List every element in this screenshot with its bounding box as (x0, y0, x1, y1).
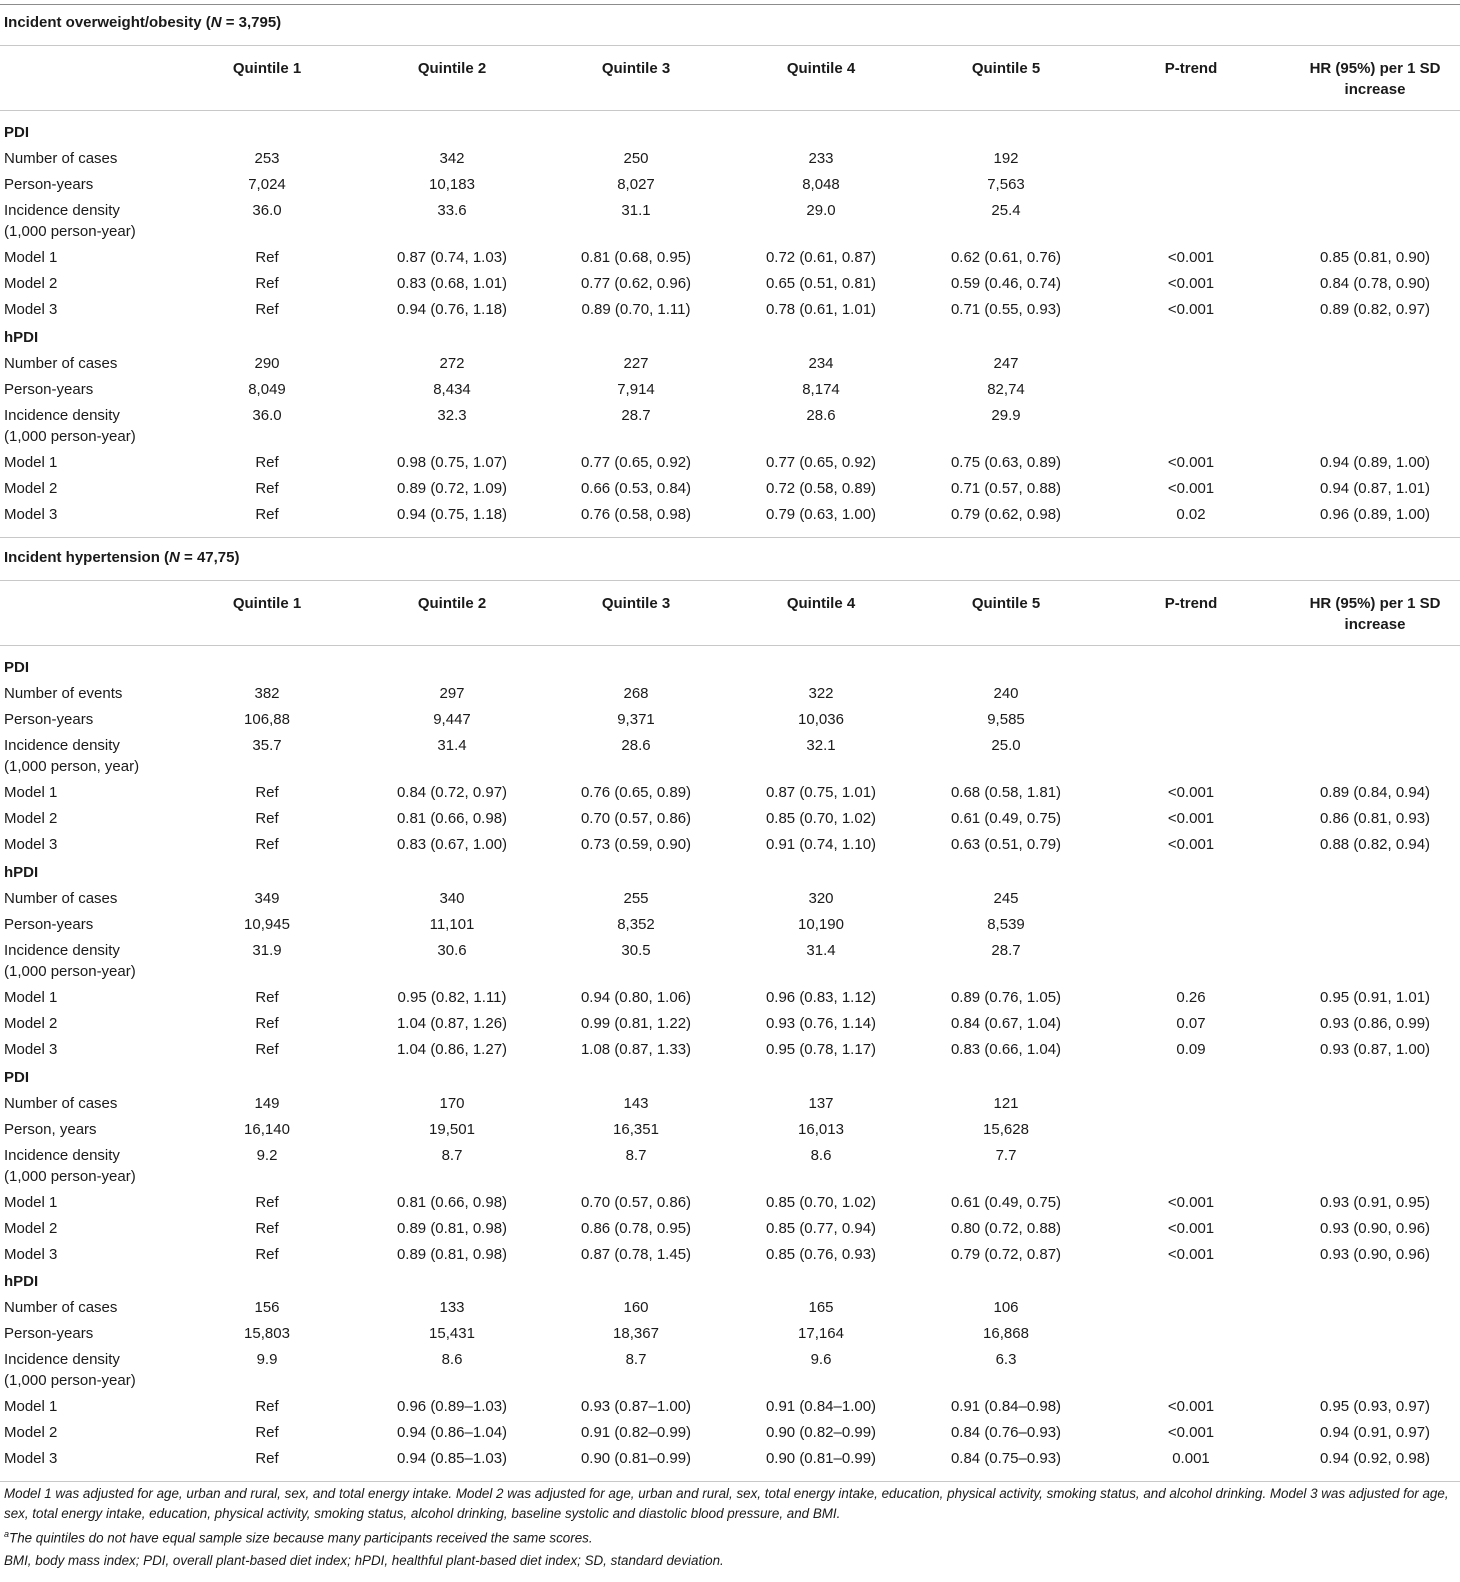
row-label-unit: (1,000 person-year) (4, 1372, 136, 1389)
table-cell: 143 (623, 1095, 649, 1112)
table-cell: 1.04 (0.86, 1.27) (396, 1041, 508, 1058)
table-cell: 0.90 (0.81–0.99) (765, 1450, 877, 1467)
table-cell: 0.79 (0.62, 0.98) (950, 506, 1062, 523)
group-label: hPDI (4, 329, 39, 346)
table-cell: 165 (808, 1299, 834, 1316)
column-header: Quintile 5 (971, 60, 1041, 77)
table-cell: 234 (808, 355, 834, 372)
row-label-unit: (1,000 person-year) (4, 428, 136, 445)
table-cell: 0.94 (0.76, 1.18) (396, 301, 508, 318)
table-cell: <0.001 (1167, 249, 1215, 266)
table-cell: Ref (255, 1246, 279, 1263)
column-header: Quintile 3 (601, 60, 671, 77)
row-label: Model 2 (4, 810, 58, 827)
table-cell: 28.6 (806, 407, 836, 424)
table-cell: 0.91 (0.74, 1.10) (765, 836, 877, 853)
section-title-text: Incident overweight/obesity ( (4, 14, 211, 31)
table-cell: Ref (255, 480, 279, 497)
table-cell: 0.71 (0.55, 0.93) (950, 301, 1062, 318)
table-cell: 0.89 (0.81, 0.98) (396, 1220, 508, 1237)
row-label: Model 2 (4, 480, 58, 497)
table-cell: 31.4 (806, 942, 836, 959)
table-cell: 106 (993, 1299, 1019, 1316)
group-label: hPDI (4, 1273, 39, 1290)
table-cell: 0.89 (0.70, 1.11) (581, 301, 691, 318)
table-cell: 227 (623, 355, 649, 372)
table-cell: Ref (255, 1398, 279, 1415)
table-cell: 0.90 (0.81–0.99) (580, 1450, 692, 1467)
table-cell: 0.72 (0.58, 0.89) (765, 480, 877, 497)
table-cell: 7,024 (248, 176, 286, 193)
table-cell: 19,501 (429, 1121, 475, 1138)
table-cell: 0.75 (0.63, 0.89) (950, 454, 1062, 471)
section-title-text: Incident hypertension ( (4, 549, 170, 566)
table-cell: 29.0 (806, 202, 836, 219)
table-cell: 0.85 (0.70, 1.02) (765, 810, 877, 827)
footnote-quintiles-text: The quintiles do not have equal sample size because many participants received the same scores. (9, 1530, 593, 1546)
table-cell: 0.93 (0.90, 0.96) (1319, 1220, 1431, 1237)
table-cell: Ref (255, 301, 279, 318)
table-cell: 133 (439, 1299, 465, 1316)
row-label: Model 2 (4, 1424, 58, 1441)
table-cell: 8,174 (802, 381, 840, 398)
row-label: Person, years (4, 1121, 97, 1138)
table-cell: 0.77 (0.65, 0.92) (765, 454, 877, 471)
table-cell: 8.6 (441, 1351, 463, 1368)
row-label: Number of cases (4, 355, 118, 372)
table-cell: 9.9 (256, 1351, 278, 1368)
table-cell: 8.7 (441, 1147, 463, 1164)
row-label-unit: (1,000 person, year) (4, 758, 140, 775)
table-cell: 0.70 (0.57, 0.86) (580, 1194, 692, 1211)
table-cell: 16,868 (983, 1325, 1029, 1342)
footnote-marker: a (4, 1529, 10, 1539)
table-cell: 0.89 (0.82, 0.97) (1319, 301, 1431, 318)
column-header: P-trend (1164, 595, 1218, 612)
table-cell: 268 (623, 685, 649, 702)
table-cell: 36.0 (252, 407, 282, 424)
row-label: Model 3 (4, 1246, 58, 1263)
section-title (4, 14, 281, 31)
table-cell: 0.94 (0.91, 0.97) (1319, 1424, 1431, 1441)
table-cell: 8,352 (617, 916, 655, 933)
table-cell: Ref (255, 1424, 279, 1441)
table-cell: Ref (255, 784, 279, 801)
table-cell: 192 (993, 150, 1019, 167)
table-cell: 7,914 (617, 381, 655, 398)
table-cell: <0.001 (1167, 275, 1215, 292)
table-cell: 17,164 (798, 1325, 844, 1342)
table-cell: 0.001 (1172, 1450, 1210, 1467)
table-cell: 106,88 (244, 711, 290, 728)
group-label: hPDI (4, 864, 39, 881)
table-cell: 0.93 (0.86, 0.99) (1319, 1015, 1431, 1032)
table-cell: 0.93 (0.87–1.00) (580, 1398, 692, 1415)
table-cell: 15,431 (429, 1325, 475, 1342)
group-label: PDI (4, 659, 30, 676)
table-cell: 0.71 (0.57, 0.88) (950, 480, 1062, 497)
table-cell: 0.77 (0.62, 0.96) (580, 275, 692, 292)
row-label-unit: (1,000 person-year) (4, 1168, 136, 1185)
row-label: Person-years (4, 711, 94, 728)
table-cell: 0.26 (1176, 989, 1206, 1006)
table-cell: 28.6 (621, 737, 651, 754)
table-cell: Ref (255, 1450, 279, 1467)
table-cell: 0.62 (0.61, 0.76) (950, 249, 1062, 266)
section-title-count: = 47,75) (179, 549, 240, 566)
row-label: Model 1 (4, 1398, 58, 1415)
row-label-unit: (1,000 person-year) (4, 223, 136, 240)
table-cell: 0.87 (0.75, 1.01) (765, 784, 877, 801)
table-cell: Ref (255, 506, 279, 523)
table-cell: 121 (993, 1095, 1019, 1112)
table-cell: 0.95 (0.82, 1.11) (397, 989, 507, 1006)
column-header: P-trend (1164, 60, 1218, 77)
table-cell: 0.83 (0.67, 1.00) (396, 836, 508, 853)
table-cell: 250 (623, 150, 649, 167)
table-cell: 0.76 (0.58, 0.98) (580, 506, 692, 523)
table-cell: 0.94 (0.80, 1.06) (580, 989, 692, 1006)
table-cell: 28.7 (991, 942, 1021, 959)
table-cell: 0.83 (0.68, 1.01) (396, 275, 508, 292)
table-cell: 35.7 (252, 737, 282, 754)
table-cell: <0.001 (1167, 1424, 1215, 1441)
table-cell: 9,447 (433, 711, 471, 728)
table-cell: <0.001 (1167, 480, 1215, 497)
table-cell: 29.9 (991, 407, 1021, 424)
row-label: Model 2 (4, 1015, 58, 1032)
section-title-count: = 3,795) (221, 14, 282, 31)
table-cell: 0.77 (0.65, 0.92) (580, 454, 692, 471)
group-label: PDI (4, 1069, 30, 1086)
table-cell: 9.2 (256, 1147, 278, 1164)
table-cell: 349 (254, 890, 280, 907)
row-label: Number of cases (4, 1095, 118, 1112)
table-cell: 10,190 (798, 916, 844, 933)
table-cell: 0.96 (0.89, 1.00) (1319, 506, 1431, 523)
table-cell: 0.89 (0.84, 0.94) (1319, 784, 1431, 801)
table-cell: 297 (439, 685, 465, 702)
table-cell: 149 (254, 1095, 280, 1112)
table-cell: 10,945 (244, 916, 290, 933)
table-cell: Ref (255, 810, 279, 827)
table-cell: 16,351 (613, 1121, 659, 1138)
table-cell: 18,367 (613, 1325, 659, 1342)
table-cell: 0.79 (0.72, 0.87) (950, 1246, 1062, 1263)
table-cell: 0.66 (0.53, 0.84) (580, 480, 692, 497)
table-cell: 0.70 (0.57, 0.86) (580, 810, 692, 827)
table-cell: 0.81 (0.66, 0.98) (396, 810, 508, 827)
table-cell: 0.85 (0.76, 0.93) (765, 1246, 877, 1263)
table-cell: 32.1 (806, 737, 836, 754)
table-cell: 0.83 (0.66, 1.04) (950, 1041, 1062, 1058)
table-cell: 0.02 (1176, 506, 1206, 523)
table-cell: 1.08 (0.87, 1.33) (580, 1041, 692, 1058)
table-cell: 322 (808, 685, 834, 702)
group-label: PDI (4, 124, 30, 141)
table-cell: 10,036 (798, 711, 844, 728)
table-cell: 30.5 (621, 942, 651, 959)
row-label: Model 1 (4, 249, 58, 266)
row-label: Incidence density (4, 1351, 120, 1368)
table-cell: 28.7 (621, 407, 651, 424)
table-cell: 0.84 (0.75–0.93) (950, 1450, 1062, 1467)
row-label: Model 3 (4, 1450, 58, 1467)
table-cell: 0.94 (0.75, 1.18) (396, 506, 508, 523)
table-cell: 6.3 (995, 1351, 1017, 1368)
table-cell: 8.7 (625, 1351, 647, 1368)
table-cell: 9,585 (987, 711, 1025, 728)
table-cell: <0.001 (1167, 836, 1215, 853)
table-cell: <0.001 (1167, 301, 1215, 318)
table-cell: 0.07 (1176, 1015, 1206, 1032)
row-label: Person-years (4, 916, 94, 933)
table-cell: 0.61 (0.49, 0.75) (950, 810, 1062, 827)
row-label: Model 3 (4, 506, 58, 523)
table-cell: 0.96 (0.83, 1.12) (765, 989, 877, 1006)
row-label: Number of cases (4, 890, 118, 907)
table-cell: 0.09 (1176, 1041, 1206, 1058)
table-cell: 0.76 (0.65, 0.89) (580, 784, 692, 801)
table-cell: 0.94 (0.89, 1.00) (1319, 454, 1431, 471)
column-header: Quintile 1 (232, 60, 302, 77)
table-cell: 0.84 (0.76–0.93) (950, 1424, 1062, 1441)
table-cell: 320 (808, 890, 834, 907)
table-cell: 0.84 (0.67, 1.04) (950, 1015, 1062, 1032)
table-cell: Ref (255, 275, 279, 292)
table-cell: 11,101 (429, 916, 475, 933)
table-cell: 0.73 (0.59, 0.90) (580, 836, 692, 853)
row-label: Incidence density (4, 1147, 120, 1164)
row-label: Person-years (4, 381, 94, 398)
table-cell: 0.94 (0.87, 1.01) (1319, 480, 1431, 497)
table-footnotes (4, 1484, 1456, 1571)
table-cell: 247 (993, 355, 1019, 372)
column-header: Quintile 4 (786, 60, 856, 77)
table-cell: 0.95 (0.91, 1.01) (1319, 989, 1431, 1006)
row-label: Model 1 (4, 989, 58, 1006)
table-cell: 0.78 (0.61, 1.01) (765, 301, 877, 318)
row-label: Person-years (4, 1325, 94, 1342)
table-cell: 30.6 (437, 942, 467, 959)
column-header: Quintile 5 (971, 595, 1041, 612)
table-cell: 8,434 (433, 381, 471, 398)
table-cell: 0.95 (0.78, 1.17) (765, 1041, 877, 1058)
table-cell: 7.7 (995, 1147, 1017, 1164)
row-label: Number of cases (4, 150, 118, 167)
table-cell: <0.001 (1167, 1220, 1215, 1237)
table-cell: 0.72 (0.61, 0.87) (765, 249, 877, 266)
section-header-top-rule (0, 45, 1460, 46)
table-cell: 0.98 (0.75, 1.07) (396, 454, 508, 471)
section-title-n: N (169, 549, 180, 566)
table-cell: <0.001 (1167, 1194, 1215, 1211)
table-cell: 0.99 (0.81, 1.22) (580, 1015, 692, 1032)
table-cell: Ref (255, 454, 279, 471)
footnote-models: Model 1 was adjusted for age, urban and rural, sex, and total energy intake. Model 2 was adjusted for age, urban and rural, sex, total energy intake, education, physical activity, smoking status, and alcohol drinking. Model 3 was adjusted for age, sex, total energy intake, education, physical activity, smoking status, alcohol drinking, baseline systolic and diastolic blood pressure, and BMI. (4, 1486, 1449, 1521)
column-header: Quintile 2 (417, 595, 487, 612)
table-cell: 0.93 (0.87, 1.00) (1319, 1041, 1431, 1058)
table-cell: 32.3 (437, 407, 467, 424)
table-cell: 253 (254, 150, 280, 167)
table-cell: <0.001 (1167, 810, 1215, 827)
table-cell: 0.96 (0.89–1.03) (396, 1398, 508, 1415)
table-cell: 137 (808, 1095, 834, 1112)
table-cell: 0.79 (0.63, 1.00) (765, 506, 877, 523)
table-cell: Ref (255, 836, 279, 853)
table-cell: 156 (254, 1299, 280, 1316)
table-cell: 36.0 (252, 202, 282, 219)
table-cell: 31.9 (252, 942, 282, 959)
table-cell: 0.68 (0.58, 1.81) (950, 784, 1062, 801)
table-cell: 0.59 (0.46, 0.74) (950, 275, 1062, 292)
section-title-n: N (210, 14, 222, 31)
table-cell: Ref (255, 1015, 279, 1032)
table-cell: 31.1 (621, 202, 651, 219)
table-cell: 0.87 (0.74, 1.03) (396, 249, 508, 266)
table-cell: 1.04 (0.87, 1.26) (396, 1015, 508, 1032)
table-cell: <0.001 (1167, 784, 1215, 801)
table-cell: <0.001 (1167, 1246, 1215, 1263)
table-cell: 255 (623, 890, 649, 907)
table-cell: <0.001 (1167, 454, 1215, 471)
table-cell: 0.81 (0.66, 0.98) (396, 1194, 508, 1211)
table-cell: 0.95 (0.93, 0.97) (1319, 1398, 1431, 1415)
table-cell: 0.89 (0.81, 0.98) (396, 1246, 508, 1263)
column-header: HR (95%) per 1 SD increase (1309, 60, 1441, 98)
table-cell: 0.85 (0.70, 1.02) (765, 1194, 877, 1211)
table-cell: 33.6 (437, 202, 467, 219)
table-cell: 9,371 (617, 711, 655, 728)
table-cell: 8.7 (625, 1147, 647, 1164)
table-cell: 0.90 (0.82–0.99) (765, 1424, 877, 1441)
table-cell: 0.93 (0.90, 0.96) (1319, 1246, 1431, 1263)
table-cell: 0.91 (0.84–0.98) (950, 1398, 1062, 1415)
table-cell: 16,013 (798, 1121, 844, 1138)
table-cell: 0.89 (0.72, 1.09) (396, 480, 508, 497)
column-header: HR (95%) per 1 SD increase (1309, 595, 1441, 633)
table-cell: Ref (255, 1220, 279, 1237)
table-cell: 170 (439, 1095, 465, 1112)
table-cell: 0.81 (0.68, 0.95) (580, 249, 692, 266)
table-cell: 15,803 (244, 1325, 290, 1342)
row-label: Person-years (4, 176, 94, 193)
table-cell: 0.86 (0.78, 0.95) (580, 1220, 692, 1237)
table-cell: 0.91 (0.84–1.00) (765, 1398, 877, 1415)
row-label: Model 2 (4, 275, 58, 292)
row-label: Model 3 (4, 301, 58, 318)
table-cell: 340 (439, 890, 465, 907)
column-header: Quintile 1 (232, 595, 302, 612)
table-cell: 8,049 (248, 381, 286, 398)
table-cell: 290 (254, 355, 280, 372)
table-cell: 25.4 (991, 202, 1021, 219)
table-top-rule (0, 4, 1460, 5)
row-label-unit: (1,000 person-year) (4, 963, 136, 980)
column-header: Quintile 2 (417, 60, 487, 77)
table-cell: <0.001 (1167, 1398, 1215, 1415)
table-cell: Ref (255, 249, 279, 266)
row-label: Incidence density (4, 737, 120, 754)
table-cell: 82,74 (987, 381, 1025, 398)
table-cell: 0.93 (0.91, 0.95) (1319, 1194, 1431, 1211)
table-cell: 0.94 (0.92, 0.98) (1319, 1450, 1431, 1467)
table-cell: 0.93 (0.76, 1.14) (765, 1015, 877, 1032)
section-header-top-rule (0, 580, 1460, 581)
column-header: Quintile 4 (786, 595, 856, 612)
table-cell: 31.4 (437, 737, 467, 754)
footnote-abbreviations: BMI, body mass index; PDI, overall plant-based diet index; hPDI, healthful plant-based diet index; SD, standard deviation. (4, 1553, 724, 1569)
row-label: Model 2 (4, 1220, 58, 1237)
table-cell: 9.6 (810, 1351, 832, 1368)
table-cell: Ref (255, 1194, 279, 1211)
table-cell: 0.85 (0.77, 0.94) (765, 1220, 877, 1237)
table-cell: 160 (623, 1299, 649, 1316)
table-cell: 8,027 (617, 176, 655, 193)
column-header: Quintile 3 (601, 595, 671, 612)
table-cell: 0.61 (0.49, 0.75) (950, 1194, 1062, 1211)
table-cell: 10,183 (429, 176, 475, 193)
row-label: Incidence density (4, 202, 120, 219)
table-cell: 8,539 (987, 916, 1025, 933)
table-cell: 342 (439, 150, 465, 167)
table-cell: 0.91 (0.82–0.99) (580, 1424, 692, 1441)
row-label: Model 1 (4, 454, 58, 471)
table-cell: 0.85 (0.81, 0.90) (1319, 249, 1431, 266)
section-title (4, 549, 240, 566)
table-cell: 0.89 (0.76, 1.05) (950, 989, 1062, 1006)
table-cell: 25.0 (991, 737, 1021, 754)
column-header-bottom-rule (0, 110, 1460, 111)
table-cell: 8.6 (810, 1147, 832, 1164)
table-cell: 0.84 (0.72, 0.97) (396, 784, 508, 801)
table-cell: 0.80 (0.72, 0.88) (950, 1220, 1062, 1237)
table-cell: 245 (993, 890, 1019, 907)
table-cell: 0.94 (0.85–1.03) (396, 1450, 508, 1467)
row-label: Model 1 (4, 1194, 58, 1211)
section-bottom-rule (0, 1481, 1460, 1482)
table-cell: 0.87 (0.78, 1.45) (580, 1246, 692, 1263)
section-bottom-rule (0, 537, 1460, 538)
table-cell: 15,628 (983, 1121, 1029, 1138)
table-cell: 0.88 (0.82, 0.94) (1319, 836, 1431, 853)
table-cell: 272 (439, 355, 465, 372)
table-cell: 8,048 (802, 176, 840, 193)
table-cell: 382 (254, 685, 280, 702)
table-cell: 0.63 (0.51, 0.79) (950, 836, 1062, 853)
table-cell: 233 (808, 150, 834, 167)
table-cell: Ref (255, 1041, 279, 1058)
row-label: Model 1 (4, 784, 58, 801)
column-header-bottom-rule (0, 645, 1460, 646)
table-cell: 240 (993, 685, 1019, 702)
table-cell: 0.86 (0.81, 0.93) (1319, 810, 1431, 827)
row-label: Model 3 (4, 836, 58, 853)
row-label: Number of events (4, 685, 123, 702)
table-cell: 7,563 (987, 176, 1025, 193)
row-label: Model 3 (4, 1041, 58, 1058)
row-label: Number of cases (4, 1299, 118, 1316)
row-label: Incidence density (4, 407, 120, 424)
row-label: Incidence density (4, 942, 120, 959)
table-cell: 0.84 (0.78, 0.90) (1319, 275, 1431, 292)
table-cell: Ref (255, 989, 279, 1006)
footnote-quintiles (4, 1524, 1456, 1548)
table-cell: 0.65 (0.51, 0.81) (765, 275, 877, 292)
table-cell: 16,140 (244, 1121, 290, 1138)
table-cell: 0.94 (0.86–1.04) (396, 1424, 508, 1441)
